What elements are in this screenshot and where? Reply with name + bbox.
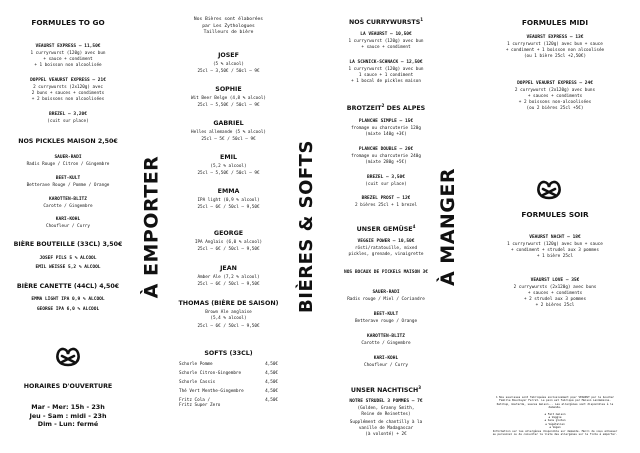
curry-item-desc: 1 curryrwurst (120g) avec bun 1 sauce + 1 condiment + 1 bocal de pickles maison [348,67,424,85]
beer-name: THOMAS (BIÈRE DE SAISON) [178,300,279,307]
gemuse-name: VEGGIE POWER – 10,50€ [357,239,415,244]
footnote-marks [470,413,640,429]
soft-row: Schorle Pomme 4,50€ [179,362,278,367]
brotzeit-item-desc: fromage ou charcuterie 120g (mixte 140g +3€) [351,126,421,138]
soir-item-desc: 2 currywursts (2x120g) avec buns + sauces + condiments + 2 strudel aux 3 pommes + 2 bières 25cl [513,285,597,309]
beer-price: 25cl – 6€ / 50cl – 9,50€ [197,324,260,329]
beer-price: 25cl – 5,50€ / 50cl – 9€ [197,171,260,176]
midi-item-desc: 2 currywurst (2x120g) avec buns + sauces + condiments + 2 boissons non-alcoolisées (ou 2 bières 25cl +5€) [514,88,596,112]
brotzeit-title: BROTZEIT$^2$ DES ALPES [346,103,426,113]
bieres-softs-vertical-title: BIÈRES & SOFTS [295,140,317,313]
footnote-ingredients: 1 Nos saucisses sont fabriquées exclusivement pour VEAURST par le boucher Famille Bouchayer Ferret. Le pain est fabriqué par Maison Landemaine. Ketchup, moutarde, sauces maison... Les allergènes sont disponibles à la demande. [495,395,615,410]
midi-item-name: DOPPEL VEAURST EXPRESS – 24€ [517,81,593,86]
nachtisch-extra: Supplément de chantilly à la vanille de Madagascar (à volonté) + 2€ [349,420,423,438]
beer-desc: IPA Anglais (6,0 % alcool) [194,240,263,245]
beer-desc: Amber Ale (7,2 % alcool) [197,275,260,280]
bocal-name: KARI-KOHL [373,356,399,361]
pickle-name: KAROTTEN-BLITZ [49,197,87,202]
beers-column [170,0,287,453]
can-item: EMMA LIGHT IPA 0,9 % ALCOOL [31,297,105,302]
beer-desc: (5 % alcool) [212,62,245,67]
hours-line: Dim - Lun: fermé [37,420,99,429]
bocal-name: BEET-KULT [373,312,399,317]
soir-title: FORMULES SOIR [521,210,589,219]
brotzeit-item-desc: (cuit sur place) [365,182,407,187]
soir-item-name: VEAURST LOVE – 35€ [530,278,580,283]
bottle-item: EMIL WEISSE 5,2 % ALCOOL [35,265,101,270]
curry-item-desc: 1 curryrwurst (120g) avec bun + sauce + condiment [348,39,424,51]
bocal-name: SAUER-RADI [372,290,400,295]
pickle-name: KARI-KOHL [55,217,81,222]
pretzel-icon [55,345,81,367]
brezel-desc: (cuit sur place) [47,119,89,124]
soft-row: Fritz Cola / Fritz Super Zero 4,50€ [179,398,278,408]
beer-desc: (5,2 % alcool) [210,164,247,169]
softs-list [179,362,278,408]
currywursts-title: NOS CURRYWURSTS$^1$ [348,17,424,27]
beer-price: 25cl – 5,50€ / 50cl – 9€ [197,103,260,108]
footnote-mark: ❖ Fait maison [544,412,566,416]
footnote-mark: ❖ Veggie [548,415,562,420]
bocal-desc: Carotte / Gingembre [361,341,411,346]
veaurst-express-desc: 1 curryrwurst (120g) avec bun + sauce + condiment + 1 boisson non alcoolisée [30,51,106,69]
soft-row: Schorle Citron-Gingembre 4,50€ [179,371,278,376]
a-emporter-vertical-title: À EMPORTER [140,155,163,298]
beer-price: 25cl – 5€ / 50cl – 9€ [201,137,256,142]
doppel-express-desc: 2 currywursts (2x120g) avec 2 buns + sauces + condiments + 2 boissons non alcoolisées [31,85,105,103]
beer-name: JEAN [220,265,237,272]
pickle-desc: Betterave Rouge / Pomme / Orange [26,183,110,188]
brezel-name: BREZEL – 3,20€ [49,112,87,117]
hours-list [0,403,136,429]
bocal-desc: Betterave rouge / Orange [354,319,418,324]
brotzeit-item-name: PLANCHE DOUBLE – 26€ [358,147,414,152]
beer-name: EMMA [217,188,240,195]
veaurst-express-name: VEAURST EXPRESS – 11,50€ [35,44,101,49]
brotzeit-item-desc: 2 bières 25cl + 1 brezel [354,203,418,208]
can-title: BIÈRE CANETTE (44CL) 4,50€ [16,283,120,290]
pretzel-icon [536,178,562,200]
midi-item-desc: 1 curryrwurst (120g) avec bun + sauce + condiment + 1 boisson non alcoolisée (ou 1 bière 25cl +2,50€) [505,42,605,60]
beer-desc: Brown Ale anglaise (5,4 % alcool) [205,310,252,322]
pickle-name: BEET-KULT [55,176,81,181]
curry-item-name: LA VEAURST – 10,50€ [360,32,412,37]
pickle-name: SAUER-RADI [54,155,82,160]
pickle-desc: Carotte / Gingembre [43,204,93,209]
beer-desc: IPA light (0,9 % alcool) [197,198,260,203]
beer-name: JOSEF [218,52,239,59]
beer-price: 25cl – 6€ / 50cl – 9,50€ [197,282,260,287]
a-manger-vertical-title: À MANGER [437,167,460,286]
beer-desc: Wit Beer Belge (4,8 % alcool) [190,96,267,101]
brotzeit-item-name: BREZEL PROST – 12€ [361,196,411,201]
soir-item-desc: 1 curryrwurst (120g) avec bun + sauce + condiment + strudel aux 3 pommes + 1 bière 25cl [507,242,603,260]
beer-price: 25cl – 3,50€ / 50cl – 9€ [197,69,260,74]
bottle-title: BIÈRE BOUTEILLE (33CL) 3,50€ [13,241,123,248]
soft-row: Schorle Cassis 4,50€ [179,380,278,385]
gemuse-desc: rösti/ratatouille, mixed pickles, grenade, vinaigrette [348,246,424,258]
hours-line: Mar - Mer: 15h - 23h [31,403,105,411]
hours-line: Jeu - Sam : midi - 23h [29,411,107,420]
softs-title: SOFTS (33CL) [204,350,253,357]
pickle-desc: Radis Rouge / Citron / Gingembre [26,162,110,167]
beer-name: SOPHIE [215,86,242,93]
doppel-express-name: DOPPEL VEAURST EXPRESS – 21€ [30,78,106,83]
beer-name: GABRIEL [213,120,244,127]
hours-title: HORAIRES D'OUVERTURE [23,383,113,390]
midi-title: FORMULES MIDI [521,18,589,27]
pickle-desc: Choufleur / Curry [46,224,90,229]
can-item: GEORGE IPA 6,0 % ALCOOL [36,307,100,312]
footnote-allergenes: Information sur les allergènes disponible sur demande. Merci de vous adresser au personnel ou de consulter la liste des allergènes sur la fiche à emporter. [492,429,618,437]
beer-price: 25cl – 6€ / 50cl – 9,50€ [197,205,260,210]
beer-desc: Helles allemande (5 % alcool) [190,130,267,135]
footnote-mark: ❖ Végan [549,424,561,429]
bocal-desc: Radis rouge / Miel / Coriandre [347,297,425,302]
nachtisch-desc: (Golden, Granny Smith, Reine de Reinettes) [357,406,415,418]
nachtisch-title: UNSER NACHTISCH$^3$ [350,385,422,395]
beers-intro: Nos Bières sont élaborées par Les Zythologues Tailleurs de bière [193,17,264,36]
gemuse-title: UNSER GEMÜSE$^4$ [356,224,416,234]
to-go-column [0,0,136,453]
brotzeit-item-name: PLANCHE SIMPLE – 15€ [358,119,414,124]
nachtisch-name: NOTRE STRUDEL 3 POMMES – 7€ [349,399,423,404]
brotzeit-item-desc: fromage ou charcuterie 240g (mixte 280g +5€) [351,154,421,166]
curry-item-name: LA SCHNICK-SCHNACK – 12,50€ [349,60,423,65]
footnote-mark: ❖ Végétalien [545,421,565,426]
midi-item-name: VEAURST EXPRESS – 13€ [526,35,584,40]
bottle-item: JOSEF PILS 5 % ALCOOL [39,256,97,261]
brotzeit-item-name: BREZEL – 3,50€ [367,175,405,180]
pickles-title: NOS PICKLES MAISON 2,50€ [18,138,118,145]
footnote-mark: ❖ Sans gluten [544,418,566,423]
bocal-desc: Choufleur / Curry [364,363,408,368]
bocaux-title: NOS BOCAUX DE PICKELS MAISON 3€ [344,270,428,275]
beer-name: GEORGE [213,230,244,237]
beer-name: EMIL [220,154,237,161]
formules-column [470,0,640,453]
bocal-name: KAROTTEN-BLITZ [367,334,405,339]
soir-item-name: VEAURST NACHT – 18€ [529,235,581,240]
soft-row: Thé Vert Menthe-Gingembre 4,50€ [179,389,278,394]
to-go-title: FORMULES TO GO [31,18,105,27]
beer-price: 25cl – 6€ / 50cl – 9,50€ [197,247,260,252]
